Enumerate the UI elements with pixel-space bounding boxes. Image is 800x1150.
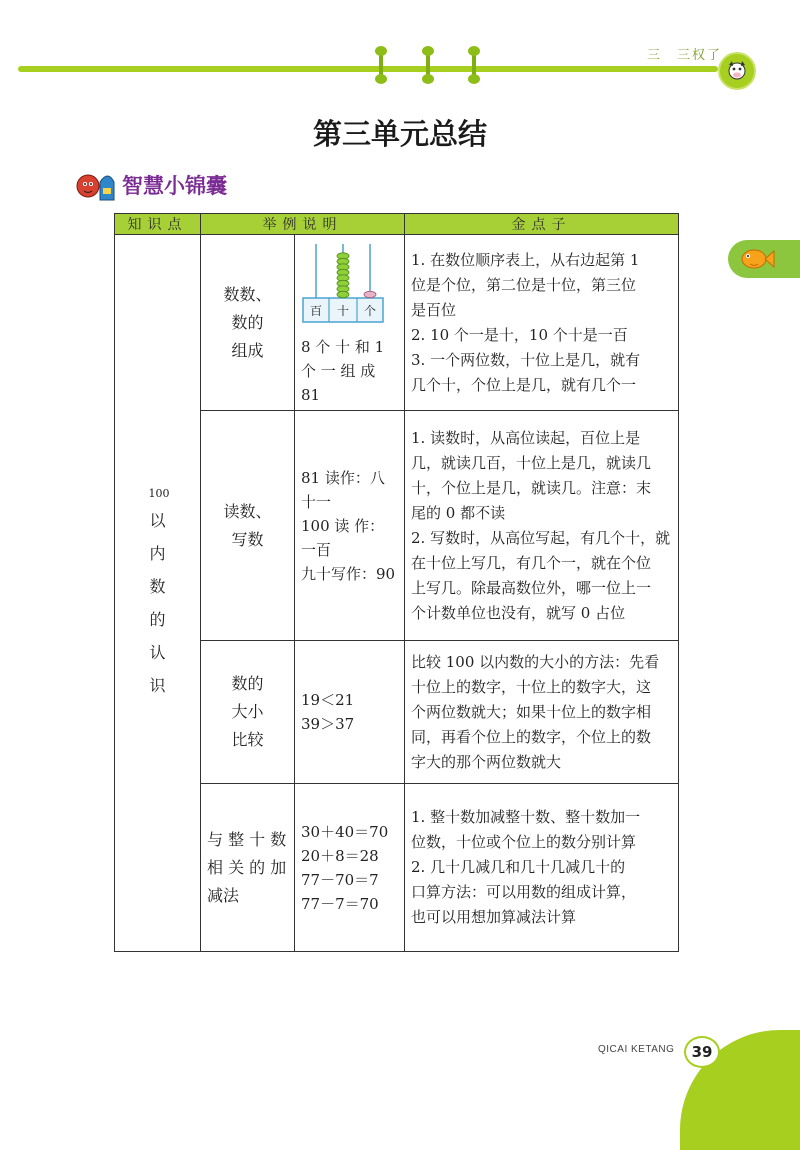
tips-cell: 比较 100 以内数的大小的方法：先看 十位上的数字，十位上的数字大，这 个两位数就大；如果十位上的数字相 同，再看个位上的数字，个位上的数 字大的那个两位数就大	[405, 641, 679, 784]
knowledge-point-cell	[115, 235, 201, 952]
footer-brand: QICAI KETANG	[598, 1044, 675, 1055]
summary-table	[114, 213, 679, 952]
topic-cell: 与 整 十 数 相 关 的 加 减法	[201, 784, 295, 952]
tips-cell: 1. 在数位顺序表上，从右边起第 1 位是个位，第二位是十位，第三位 是百位 2. 10 个一是十，10 个十是一百 3. 一个两位数，十位上是几，就有 几个十，个位上是几，就有几个一	[405, 235, 679, 411]
tips-cell: 1. 整十数加减整十数、整十数加一 位数，十位或个位上的数分别计算 2. 几十几减几和几十几减几十的 口算方法：可以用数的组成计算， 也可以用想加算减法计算	[405, 784, 679, 952]
binder-pin-icon	[422, 46, 434, 84]
fish-tab-icon	[728, 240, 800, 278]
header-bar	[18, 66, 718, 72]
tips-cell: 1. 读数时，从高位读起，百位上是 几，就读几百，十位上是几，就读几 十，个位上是几，就读几。注意：末 尾的 0 都不读 2. 写数时，从高位写起，有几个十，就 在十位上写几，有几个一，就在个位 上写几。除最高数位外，哪一位上一 个计数单位也没有，就写 0 占位	[405, 411, 679, 641]
abacus-label: 十	[336, 304, 350, 318]
binder-pin-icon	[468, 46, 480, 84]
header-examples: 举例说明	[201, 214, 405, 235]
example-cell: 81 读作：八 十一 100 读 作： 一百 九十写作：90	[295, 411, 405, 641]
example-cell: 30＋40＝70 20＋8＝28 77－70＝7 77－7＝70	[295, 784, 405, 952]
example-cell: 百 十 个 8 个 十 和 1 个 一 组 成 81	[295, 235, 405, 411]
header-tips: 金点子	[405, 214, 679, 235]
unit-label: 三 三权了	[646, 47, 722, 62]
page-number: 39	[691, 1043, 713, 1061]
topic-cell: 读数、 写数	[201, 411, 295, 641]
topic-cell: 数的 大小 比较	[201, 641, 295, 784]
abacus-diagram	[301, 242, 387, 328]
topic-cell: 数数、 数的 组成	[201, 235, 295, 411]
cartoon-mascot-icon	[74, 164, 118, 204]
abacus-label: 百	[309, 304, 323, 318]
page-title: 第三单元总结	[312, 117, 487, 151]
page-number-badge	[684, 1036, 720, 1068]
section-title: 智慧小锦囊	[122, 174, 227, 198]
table-header-row	[115, 214, 679, 235]
abacus-label: 个	[363, 304, 377, 318]
header-knowledge-point: 知识点	[115, 214, 201, 235]
table-row	[115, 235, 679, 411]
binder-pin-icon	[375, 46, 387, 84]
cow-mascot-icon	[718, 52, 756, 90]
knowledge-point-text: 100 以 内 数 的 认 识	[148, 487, 170, 695]
example-cell: 19＜21 39＞37	[295, 641, 405, 784]
